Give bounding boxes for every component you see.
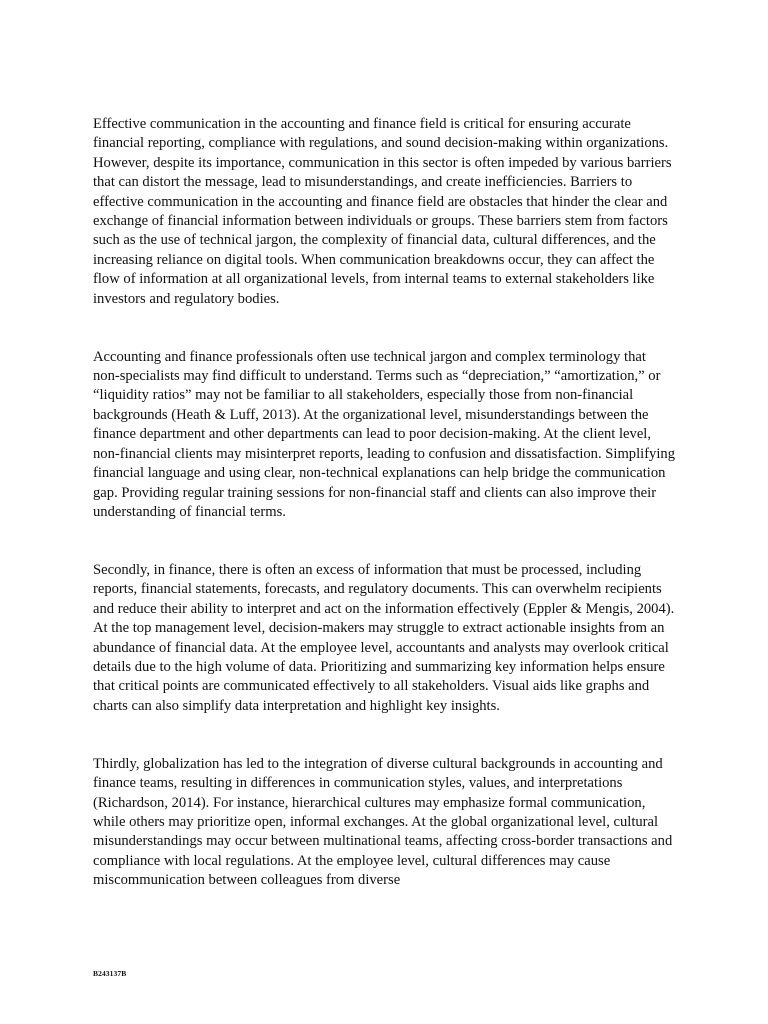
footer-student-id: B243137B <box>93 969 127 978</box>
paragraph-cultural-differences: Thirdly, globalization has led to the integration of diverse cultural backgrounds in accounting and finance teams, resulting in differences in communication styles, values, and interpretations (Richardson, 2014). For instance, hierarchical cultures may emphasize formal communication, while others may prioritize open, informal exchanges. At the global organizational level, cultural misunderstandings may occur between multinational teams, affecting cross-border transactions and compliance with local regulations. At the employee level, cultural differences may cause miscommunication between colleagues from diverse <box>93 755 673 889</box>
document-body <box>93 115 675 891</box>
paragraph-information-overload: Secondly, in finance, there is often an excess of information that must be processed, including reports, financial statements, forecasts, and regulatory documents. This can overwhelm recipients and reduce their ability to interpret and act on the information effectively (Eppler & Mengis, 2004). At the top management level, decision-makers may struggle to extract actionable insights from an abundance of financial data. At the employee level, accountants and analysts may overlook critical details due to the high volume of data. Prioritizing and summarizing key information helps ensure that critical points are communicated effectively to all stakeholders. Visual aids like graphs and charts can also simplify data interpretation and highlight key insights. <box>93 561 675 714</box>
paragraph-technical-jargon: Accounting and finance professionals often use technical jargon and complex terminology that non-specialists may find difficult to understand. Terms such as “depreciation,” “amortization,” or “liquidity ratios” may not be familiar to all stakeholders, especially those from non-financial backgrounds (Heath & Luff, 2013). At the organizational level, misunderstandings between the finance department and other departments can lead to poor decision-making. At the client level, non-financial clients may misinterpret reports, leading to confusion and dissatisfaction. Simplifying financial language and using clear, non-technical explanations can help bridge the communication gap. Providing regular training sessions for non-financial staff and clients can also improve their understanding of financial terms. <box>93 348 676 520</box>
paragraph-introduction: Effective communication in the accounting and finance field is critical for ensuring accurate financial reporting, compliance with regulations, and sound decision-making within organizations. However, despite its importance, communication in this sector is often impeded by various barriers that can distort the message, lead to misunderstandings, and create inefficiencies. Barriers to effective communication in the accounting and finance field are obstacles that hinder the clear and exchange of financial information between individuals or groups. These barriers stem from factors such as the use of technical jargon, the complexity of financial data, cultural differences, and the increasing reliance on digital tools. When communication breakdowns occur, they can affect the flow of information at all organizational levels, from internal teams to external stakeholders like investors and regulatory bodies. <box>93 116 672 307</box>
